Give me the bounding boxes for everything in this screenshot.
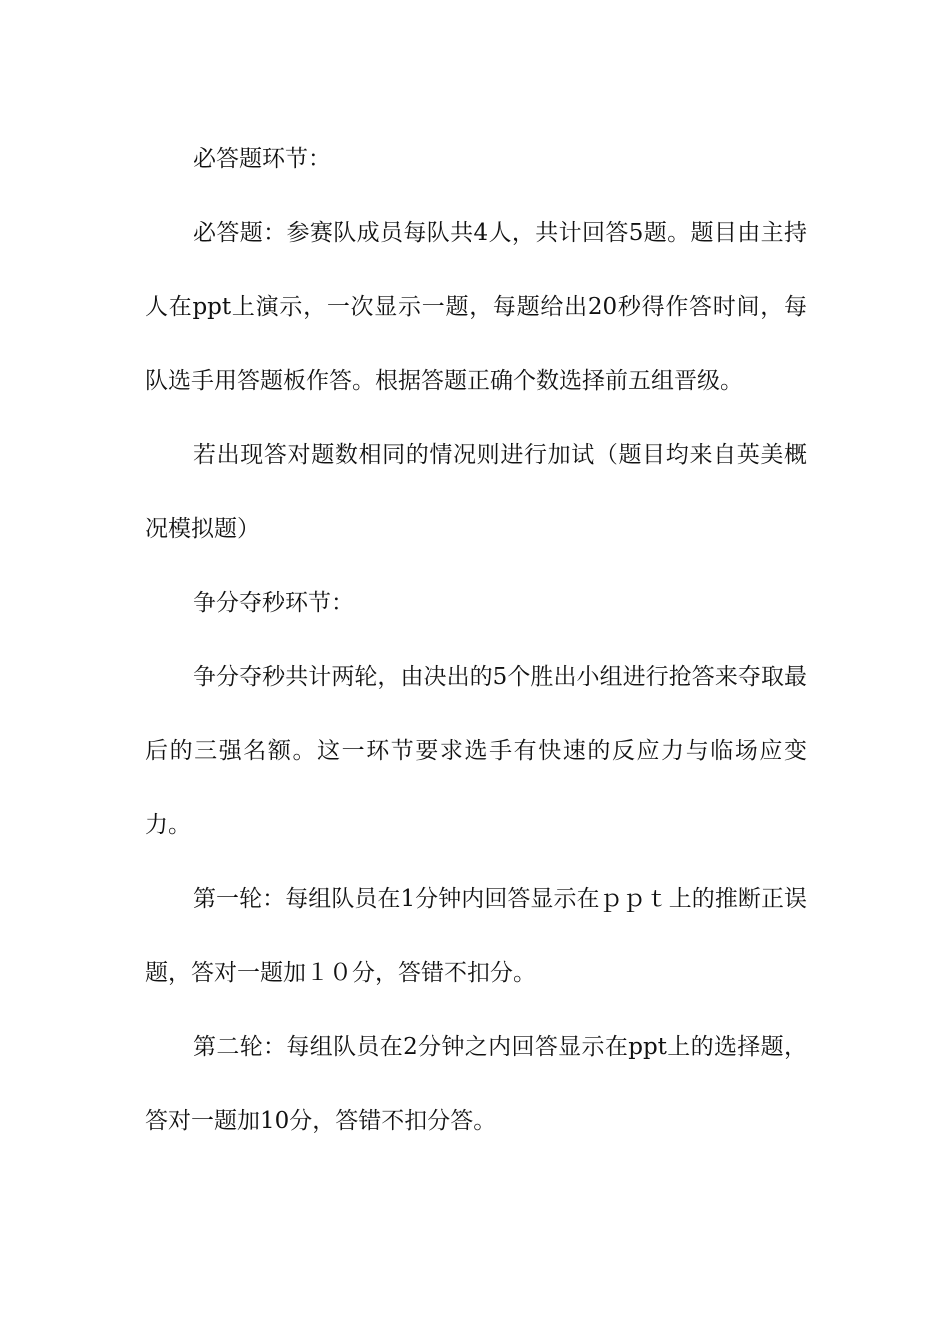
section-heading-race-against-time: 争分夺秒环节：: [193, 590, 354, 616]
paragraph-round-two-rules: 第二轮：每组队员在2分钟之内回答显示在ppt上的选择题，答对一题加10分，答错不扣分答。: [145, 1034, 807, 1134]
paragraph-round-one-rules: 第一轮：每组队员在1分钟内回答显示在ｐｐｔ上的推断正误题，答对一题加１０分，答错不扣分。: [145, 886, 807, 986]
paragraph-tiebreaker-rules: 若出现答对题数相同的情况则进行加试（题目均来自英美概况模拟题）: [145, 442, 807, 542]
paragraph-required-questions-rules: 必答题：参赛队成员每队共4人，共计回答5题。题目由主持人在ppt上演示，一次显示一题，每题给出20秒得作答时间，每队选手用答题板作答。根据答题正确个数选择前五组晋级。: [145, 220, 807, 394]
paragraph-race-against-time-rules: 争分夺秒共计两轮，由决出的5个胜出小组进行抢答来夺取最后的三强名额。这一环节要求选手有快速的反应力与临场应变力。: [145, 664, 807, 838]
section-heading-required-questions: 必答题环节：: [193, 146, 331, 172]
document-body: [145, 122, 807, 1158]
